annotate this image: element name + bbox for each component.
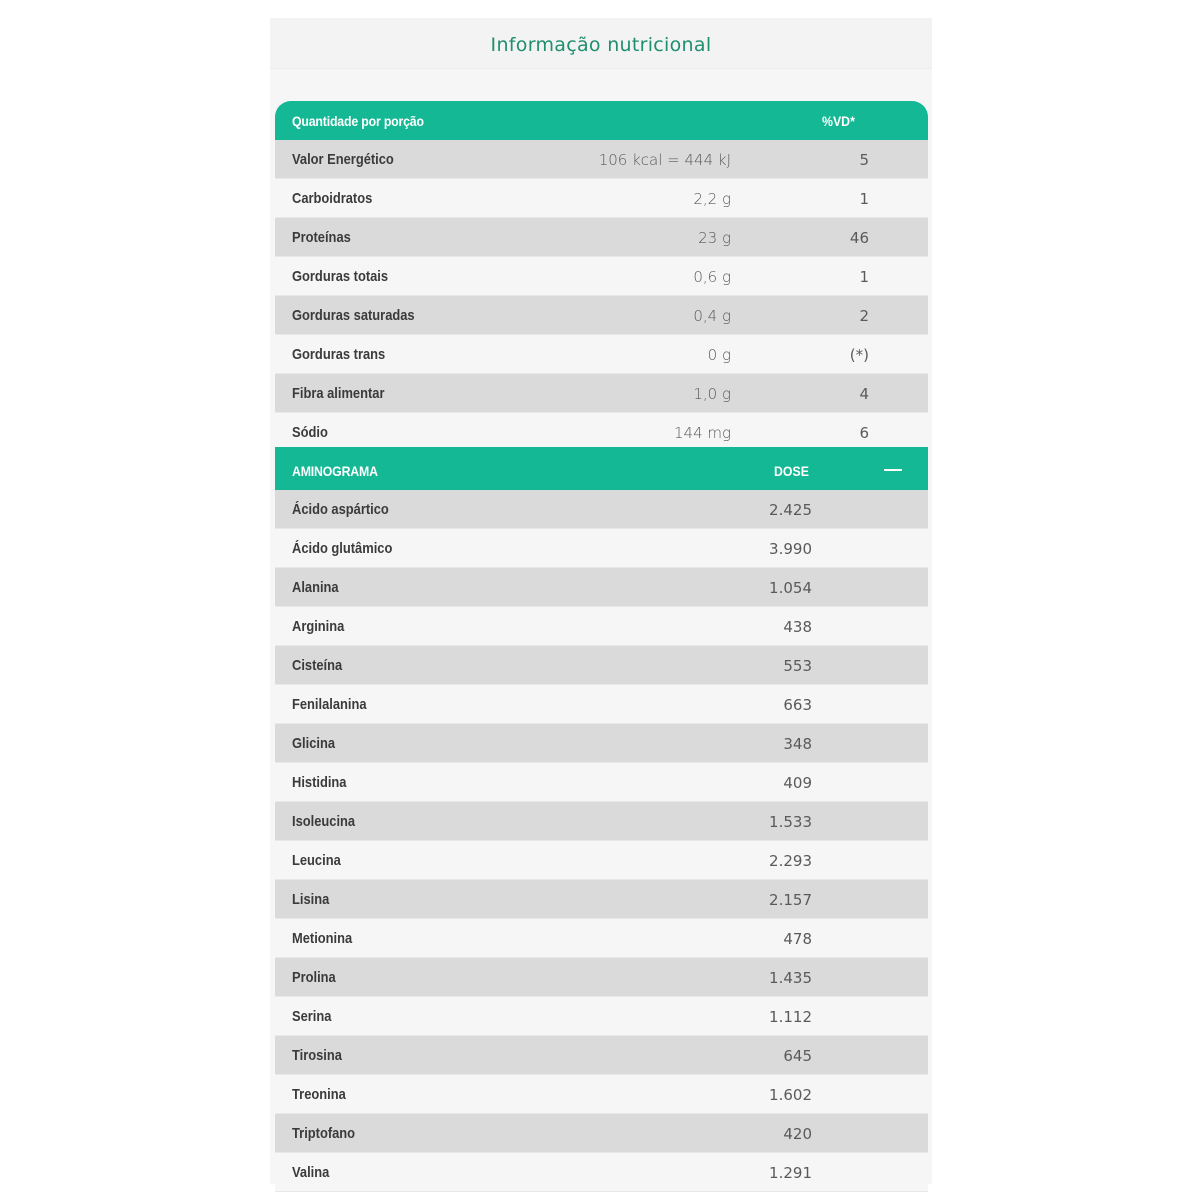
amino-acid-dose: 2.293 — [769, 852, 812, 870]
amino-acid-name: Tirosina — [292, 1047, 342, 1064]
amino-acid-dose: 2.157 — [769, 891, 812, 909]
amino-acid-dose: 1.054 — [769, 579, 812, 597]
nutrient-amount: 23 g — [698, 229, 731, 247]
amino-acid-dose: 478 — [783, 930, 812, 948]
aminogram-row — [275, 646, 928, 685]
nutrient-amount: 2,2 g — [693, 190, 731, 208]
nutrient-name: Sódio — [292, 424, 328, 441]
amino-acid-name: Isoleucina — [292, 813, 356, 830]
amino-acid-dose: 3.990 — [769, 540, 812, 558]
nutrient-amount: 0 g — [707, 346, 731, 364]
aminogram-row — [275, 841, 928, 880]
amino-acid-dose: 2.425 — [769, 501, 812, 519]
nutrient-vd: 1 — [859, 190, 869, 208]
nutrient-name: Gorduras totais — [292, 268, 389, 285]
minus-icon[interactable] — [884, 469, 902, 471]
nutrition-header-label: Quantidade por porção — [292, 113, 424, 129]
aminogram-row — [275, 997, 928, 1036]
nutrient-name: Proteínas — [292, 229, 351, 246]
nutrition-header — [275, 101, 928, 140]
nutrient-amount: 0,6 g — [693, 268, 731, 286]
amino-acid-name: Fenilalanina — [292, 696, 367, 713]
aminogram-row — [275, 529, 928, 568]
nutrition-row — [275, 257, 928, 296]
nutrient-vd: (*) — [849, 346, 869, 364]
aminogram-header[interactable] — [275, 451, 928, 490]
amino-acid-name: Histidina — [292, 774, 347, 791]
nutrient-name: Fibra alimentar — [292, 385, 385, 402]
amino-acid-dose: 1.112 — [769, 1008, 812, 1026]
vd-header-label: %VD* — [822, 113, 855, 129]
aminogram-row — [275, 880, 928, 919]
nutrient-amount: 106 kcal = 444 kJ — [598, 151, 731, 169]
amino-acid-name: Triptofano — [292, 1125, 356, 1142]
amino-acid-dose: 438 — [783, 618, 812, 636]
aminogram-row — [275, 568, 928, 607]
amino-acid-name: Ácido aspártico — [292, 501, 389, 518]
amino-acid-name: Metionina — [292, 930, 353, 947]
amino-acid-dose: 1.602 — [769, 1086, 812, 1104]
aminogram-row — [275, 490, 928, 529]
amino-acid-dose: 409 — [783, 774, 812, 792]
nutrition-row — [275, 335, 928, 374]
amino-acid-name: Valina — [292, 1164, 330, 1181]
nutrition-row — [275, 296, 928, 335]
amino-acid-name: Glicina — [292, 735, 336, 752]
nutrition-table — [275, 101, 928, 452]
nutrient-name: Carboidratos — [292, 190, 373, 207]
aminogram-row — [275, 1114, 928, 1153]
amino-acid-dose: 1.435 — [769, 969, 812, 987]
nutrient-amount: 0,4 g — [693, 307, 731, 325]
amino-acid-name: Leucina — [292, 852, 341, 869]
nutrient-vd: 6 — [859, 424, 869, 442]
amino-acid-name: Serina — [292, 1008, 332, 1025]
nutrient-vd: 2 — [859, 307, 869, 325]
amino-acid-name: Lisina — [292, 891, 330, 908]
nutrient-vd: 46 — [849, 229, 869, 247]
nutrient-vd: 1 — [859, 268, 869, 286]
nutrient-vd: 5 — [859, 151, 869, 169]
aminogram-row — [275, 1153, 928, 1192]
nutrient-vd: 4 — [859, 385, 869, 403]
aminogram-row — [275, 1075, 928, 1114]
amino-acid-name: Prolina — [292, 969, 336, 986]
amino-acid-name: Treonina — [292, 1086, 346, 1103]
nutrient-name: Gorduras saturadas — [292, 307, 415, 324]
amino-acid-dose: 663 — [783, 696, 812, 714]
aminogram-table — [275, 447, 928, 1192]
amino-acid-dose: 348 — [783, 735, 812, 753]
nutrition-row — [275, 179, 928, 218]
nutrient-amount: 144 mg — [673, 424, 731, 442]
amino-acid-dose: 553 — [783, 657, 812, 675]
nutrition-row — [275, 374, 928, 413]
nutrient-amount: 1,0 g — [693, 385, 731, 403]
amino-acid-dose: 1.533 — [769, 813, 812, 831]
aminogram-row — [275, 919, 928, 958]
dose-header-label: DOSE — [774, 463, 809, 479]
aminogram-row — [275, 685, 928, 724]
amino-acid-name: Arginina — [292, 618, 345, 635]
title-bar — [270, 18, 932, 69]
nutrient-name: Valor Energético — [292, 151, 394, 168]
amino-acid-name: Alanina — [292, 579, 339, 596]
aminogram-header-label: AMINOGRAMA — [292, 463, 378, 479]
nutrition-row — [275, 140, 928, 179]
nutrient-name: Gorduras trans — [292, 346, 386, 363]
aminogram-row — [275, 958, 928, 997]
nutrition-row — [275, 218, 928, 257]
page-title: Informação nutricional — [490, 34, 712, 56]
aminogram-row — [275, 607, 928, 646]
aminogram-row — [275, 1036, 928, 1075]
amino-acid-dose: 420 — [783, 1125, 812, 1143]
amino-acid-name: Cisteína — [292, 657, 343, 674]
amino-acid-dose: 1.291 — [769, 1164, 812, 1182]
amino-acid-name: Ácido glutâmico — [292, 540, 393, 557]
aminogram-row — [275, 802, 928, 841]
amino-acid-dose: 645 — [783, 1047, 812, 1065]
aminogram-row — [275, 724, 928, 763]
aminogram-row — [275, 763, 928, 802]
